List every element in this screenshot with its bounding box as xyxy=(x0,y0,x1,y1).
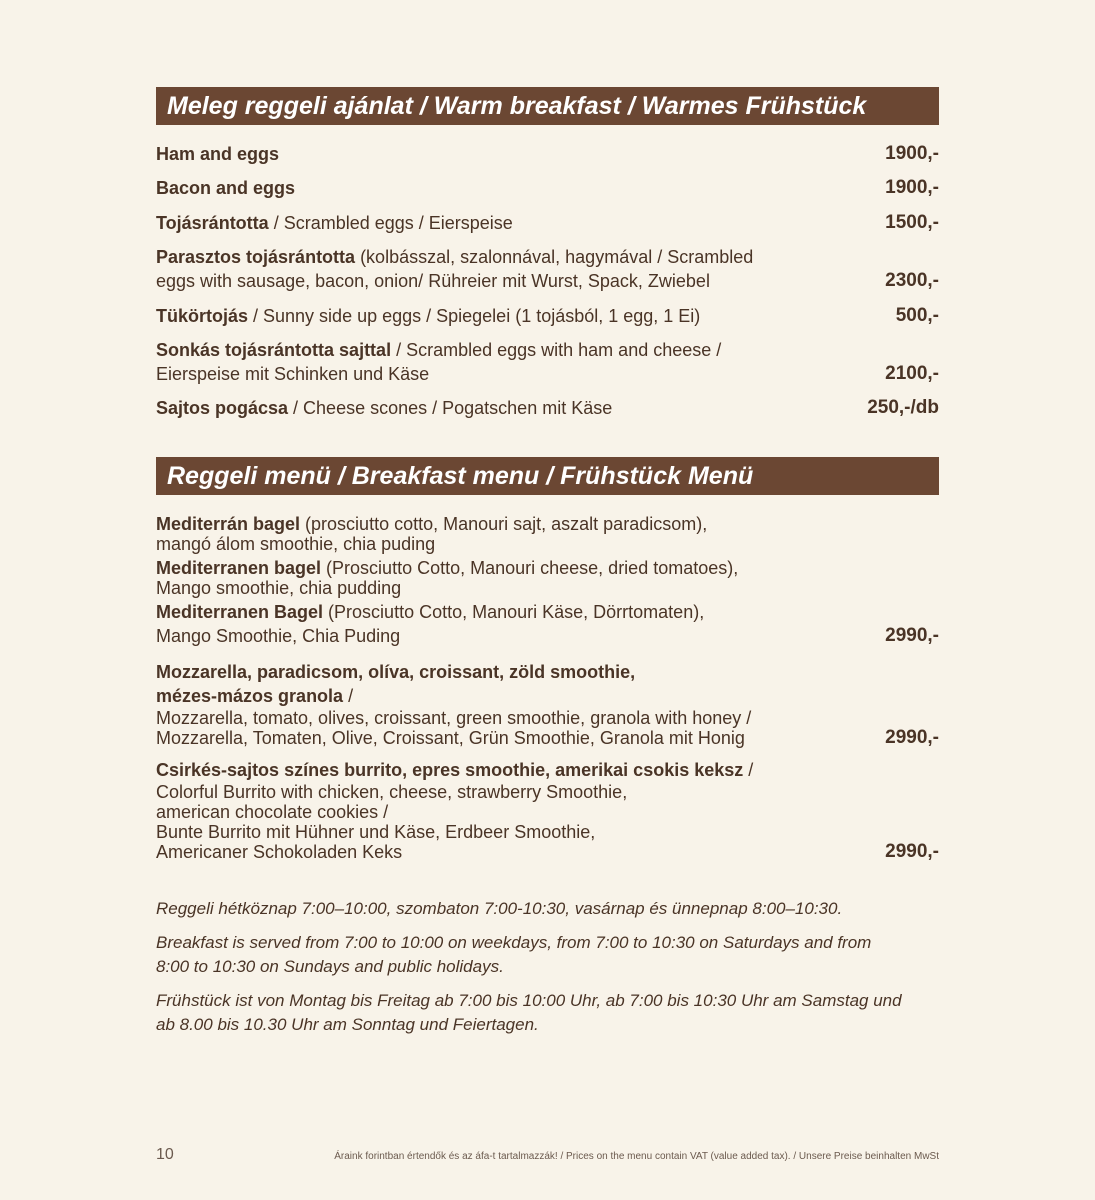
item-name: Csirkés-sajtos színes burrito, epres smoothie, amerikai csokis keksz xyxy=(156,760,744,780)
section-title-breakfast-menu: Reggeli menü / Breakfast menu / Frühstück Menü xyxy=(156,457,939,495)
item-price: 1900,- xyxy=(885,177,939,198)
item-desc: Mozzarella, Tomaten, Olive, Croissant, Grün Smoothie, Granola mit Honig xyxy=(156,728,745,748)
item-desc: / xyxy=(743,760,754,780)
menu-item xyxy=(156,396,939,420)
item-desc: / Scrambled eggs with ham and cheese / Eierspeise mit Schinken und Käse xyxy=(156,340,722,384)
menu-item xyxy=(156,514,939,646)
menu-item xyxy=(156,176,939,200)
item-desc: / Scrambled eggs / Eierspeise xyxy=(268,213,513,233)
item-desc: (prosciutto cotto, Manouri sajt, aszalt paradicsom), xyxy=(300,514,708,534)
item-name: Sonkás tojásrántotta sajttal xyxy=(156,340,392,360)
item-price: 2100,- xyxy=(885,363,939,384)
item-desc: Americaner Schokoladen Keks xyxy=(156,842,403,862)
item-desc: (Prosciutto Cotto, Manouri cheese, dried tomatoes), xyxy=(321,558,739,578)
menu-item xyxy=(156,338,939,386)
item-desc: Bunte Burrito mit Hühner und Käse, Erdbeer Smoothie, xyxy=(156,822,596,842)
item-price: 2990,- xyxy=(885,727,939,748)
menu-item xyxy=(156,245,939,293)
item-name: Mediterranen Bagel xyxy=(156,602,324,622)
item-price: 250,-/db xyxy=(867,397,939,418)
item-name: Mozzarella, paradicsom, olíva, croissant, zöld smoothie, xyxy=(156,662,636,682)
item-name: mézes-mázos granola xyxy=(156,686,344,706)
item-desc: Mozzarella, tomato, olives, croissant, green smoothie, granola with honey / xyxy=(156,708,752,728)
item-name: Tükörtojás xyxy=(156,306,249,326)
item-price: 2990,- xyxy=(885,841,939,862)
hours-note-hu: Reggeli hétköznap 7:00–10:00, szombaton 7:00-10:30, vasárnap és ünnepnap 8:00–10:30. xyxy=(156,899,843,918)
item-price: 1500,- xyxy=(885,212,939,233)
menu-item xyxy=(156,304,939,328)
item-price: 500,- xyxy=(895,305,939,326)
item-desc: american chocolate cookies / xyxy=(156,802,389,822)
menu-page xyxy=(156,0,939,1200)
item-desc: Colorful Burrito with chicken, cheese, strawberry Smoothie, xyxy=(156,782,628,802)
menu-item xyxy=(156,211,939,235)
item-name: Ham and eggs xyxy=(156,144,280,164)
menu-item xyxy=(156,142,939,166)
item-price: 1900,- xyxy=(885,143,939,164)
item-name: Tojásrántotta xyxy=(156,213,269,233)
item-name: Parasztos tojásrántotta xyxy=(156,247,356,267)
page-number: 10 xyxy=(156,1146,174,1163)
vat-note: Áraink forintban értendők és az áfa-t tartalmazzák! / Prices on the menu contain VAT (value added tax). / Unsere Preise beinhalten MwSt xyxy=(334,1151,939,1162)
item-desc: Mango smoothie, chia pudding xyxy=(156,578,402,598)
item-price: 2990,- xyxy=(885,625,939,646)
hours-note-de: Frühstück ist von Montag bis Freitag ab 7:00 bis 10:00 Uhr, ab 7:00 bis 10:30 Uhr am Samstag und ab 8.00 bis 10.30 Uhr am Sonntag und Feiertagen. xyxy=(156,991,902,1034)
item-name: Bacon and eggs xyxy=(156,178,296,198)
item-price: 2300,- xyxy=(885,270,939,291)
item-desc: / xyxy=(343,686,354,706)
item-desc: / Cheese scones / Pogatschen mit Käse xyxy=(288,398,613,418)
item-desc: (kolbásszal, szalonnával, hagymával / Scrambled eggs with sausage, bacon, onion/ Rühreier mit Wurst, Spack, Zwiebel xyxy=(156,247,754,291)
menu-item xyxy=(156,758,939,862)
item-desc: Mango Smoothie, Chia Puding xyxy=(156,626,401,646)
item-desc: (Prosciutto Cotto, Manouri Käse, Dörrtomaten), xyxy=(323,602,705,622)
item-name: Mediterrán bagel xyxy=(156,514,301,534)
hours-note-en: Breakfast is served from 7:00 to 10:00 on weekdays, from 7:00 to 10:30 on Saturdays and from 8:00 to 10:30 on Sundays and public holidays. xyxy=(156,933,872,976)
menu-item xyxy=(156,660,939,748)
item-name: Sajtos pogácsa xyxy=(156,398,289,418)
item-name: Mediterranen bagel xyxy=(156,558,322,578)
item-desc: mangó álom smoothie, chia puding xyxy=(156,534,436,554)
section-title-warm-breakfast: Meleg reggeli ajánlat / Warm breakfast / Warmes Frühstück xyxy=(156,87,939,125)
item-desc: / Sunny side up eggs / Spiegelei (1 tojásból, 1 egg, 1 Ei) xyxy=(248,306,701,326)
